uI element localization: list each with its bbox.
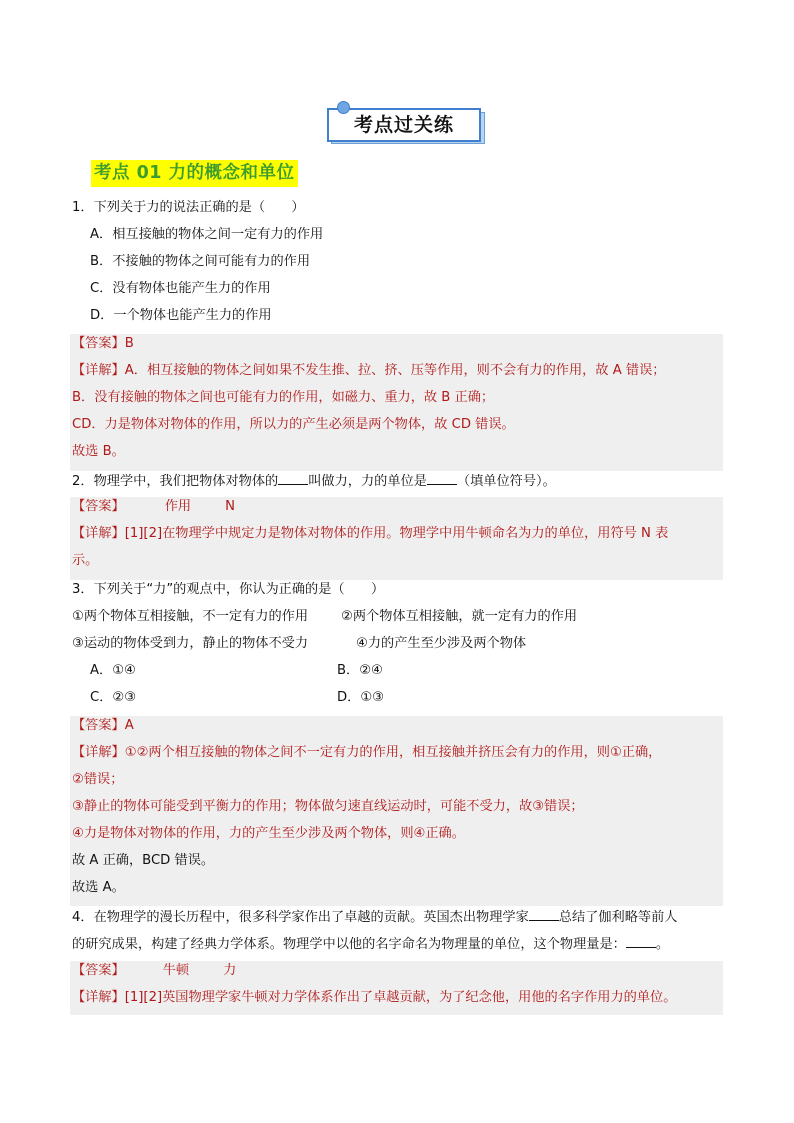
- answer-tag: 【答案】: [72, 963, 125, 978]
- q3-detail-line-4: ④力是物体对物体的作用，力的产生至少涉及两个物体，则④正确。: [72, 826, 465, 841]
- q3-detail-line-5: 故 A 正确，BCD 错误。: [72, 853, 215, 868]
- q3-option-a: A．①④: [90, 663, 136, 678]
- title-badge: [327, 108, 485, 144]
- q3-option-c: C．②③: [90, 690, 137, 705]
- answer-value: A: [124, 718, 134, 733]
- q1-option-c: C．没有物体也能产生力的作用: [90, 281, 271, 296]
- q3-statement-2: ②两个物体互相接触，就一定有力的作用: [341, 609, 578, 624]
- detail-tag: 【详解】: [72, 990, 125, 1005]
- q4-detail-line-1: 【详解】[1][2]英国物理学家牛顿对力学体系作出了卓越贡献，为了纪念他，用他的名字作用力的单位。: [72, 990, 677, 1005]
- answer-value: B: [124, 336, 134, 351]
- q3-answer: [72, 716, 134, 736]
- q1-stem: 1．下列关于力的说法正确的是（ ）: [72, 200, 305, 215]
- q3-statement-1: ①两个物体互相接触，不一定有力的作用: [72, 609, 309, 624]
- answer-tag: 【答案】: [72, 336, 125, 351]
- q1-option-a: A．相互接触的物体之间一定有力的作用: [90, 227, 324, 242]
- title-dot-icon: [337, 101, 350, 114]
- q2-stem: 2．物理学中，我们把物体对物体的 叫做力，力的单位是 （填单位符号）。: [72, 470, 556, 492]
- answer-tag: 【答案】: [72, 718, 125, 733]
- q3-detail-line-3: ③静止的物体可能受到平衡力的作用；物体做匀速直线运动时，可能不受力，故③错误；: [72, 799, 584, 814]
- q2-detail-line-1: 【详解】[1][2]在物理学中规定力是物体对物体的作用。物理学中用牛顿命名为力的单位，用符号 N 表: [72, 526, 669, 541]
- q3-stem: 3．下列关于“力”的观点中，你认为正确的是（ ）: [72, 582, 385, 597]
- q1-detail-line-4: 故选 B。: [72, 444, 125, 459]
- q4-stem-line-1: 4．在物理学的漫长历程中，很多科学家作出了卓越的贡献。英国杰出物理学家 总结了伽利略等前人: [72, 906, 677, 928]
- answer-tag: 【答案】: [72, 499, 125, 514]
- q1-option-b: B．不接触的物体之间可能有力的作用: [90, 254, 311, 269]
- q4-answer: [72, 961, 236, 981]
- blank: [427, 470, 457, 485]
- q3-statement-4: ④力的产生至少涉及两个物体: [356, 636, 527, 651]
- section-heading: 考点 01 力的概念和单位: [91, 160, 298, 187]
- detail-tag: 【详解】: [72, 363, 125, 378]
- q4-stem-line-2: 的研究成果，构建了经典力学体系。物理学中以他的名字命名为物理量的单位，这个物理量是： 。: [72, 933, 669, 955]
- q3-statement-3: ③运动的物体受到力，静止的物体不受力: [72, 636, 309, 651]
- q3-detail-line-2: ②错误；: [72, 772, 124, 787]
- answer-value-1: 牛顿: [162, 963, 190, 978]
- detail-tag: 【详解】: [72, 526, 125, 541]
- q3-option-b: B．②④: [337, 663, 383, 678]
- answer-value-1: 作用: [164, 499, 192, 514]
- q1-answer: [72, 334, 134, 354]
- q1-option-d: D．一个物体也能产生力的作用: [90, 308, 272, 323]
- q2-detail-line-2: 示。: [72, 553, 99, 568]
- q1-detail-line-1: 【详解】A．相互接触的物体之间如果不发生推、拉、挤、压等作用，则不会有力的作用，故 A 错误；: [72, 363, 666, 378]
- page-title: 考点过关练: [327, 108, 481, 142]
- q3-detail-line-1: 【详解】①②两个相互接触的物体之间不一定有力的作用，相互接触并挤压会有力的作用，则①正确，: [72, 745, 662, 760]
- answer-value-2: 力: [223, 963, 237, 978]
- answer-value-2: N: [225, 499, 235, 514]
- q2-answer: [72, 497, 235, 517]
- blank: [626, 933, 656, 948]
- q3-option-d: D．①③: [337, 690, 384, 705]
- blank: [529, 906, 559, 921]
- q3-detail-line-6: 故选 A。: [72, 880, 125, 895]
- blank: [278, 470, 308, 485]
- q1-detail-line-2: B．没有接触的物体之间也可能有力的作用，如磁力、重力，故 B 正确；: [72, 390, 495, 405]
- q1-detail-line-3: CD．力是物体对物体的作用，所以力的产生必须是两个物体，故 CD 错误。: [72, 417, 515, 432]
- detail-tag: 【详解】: [72, 745, 125, 760]
